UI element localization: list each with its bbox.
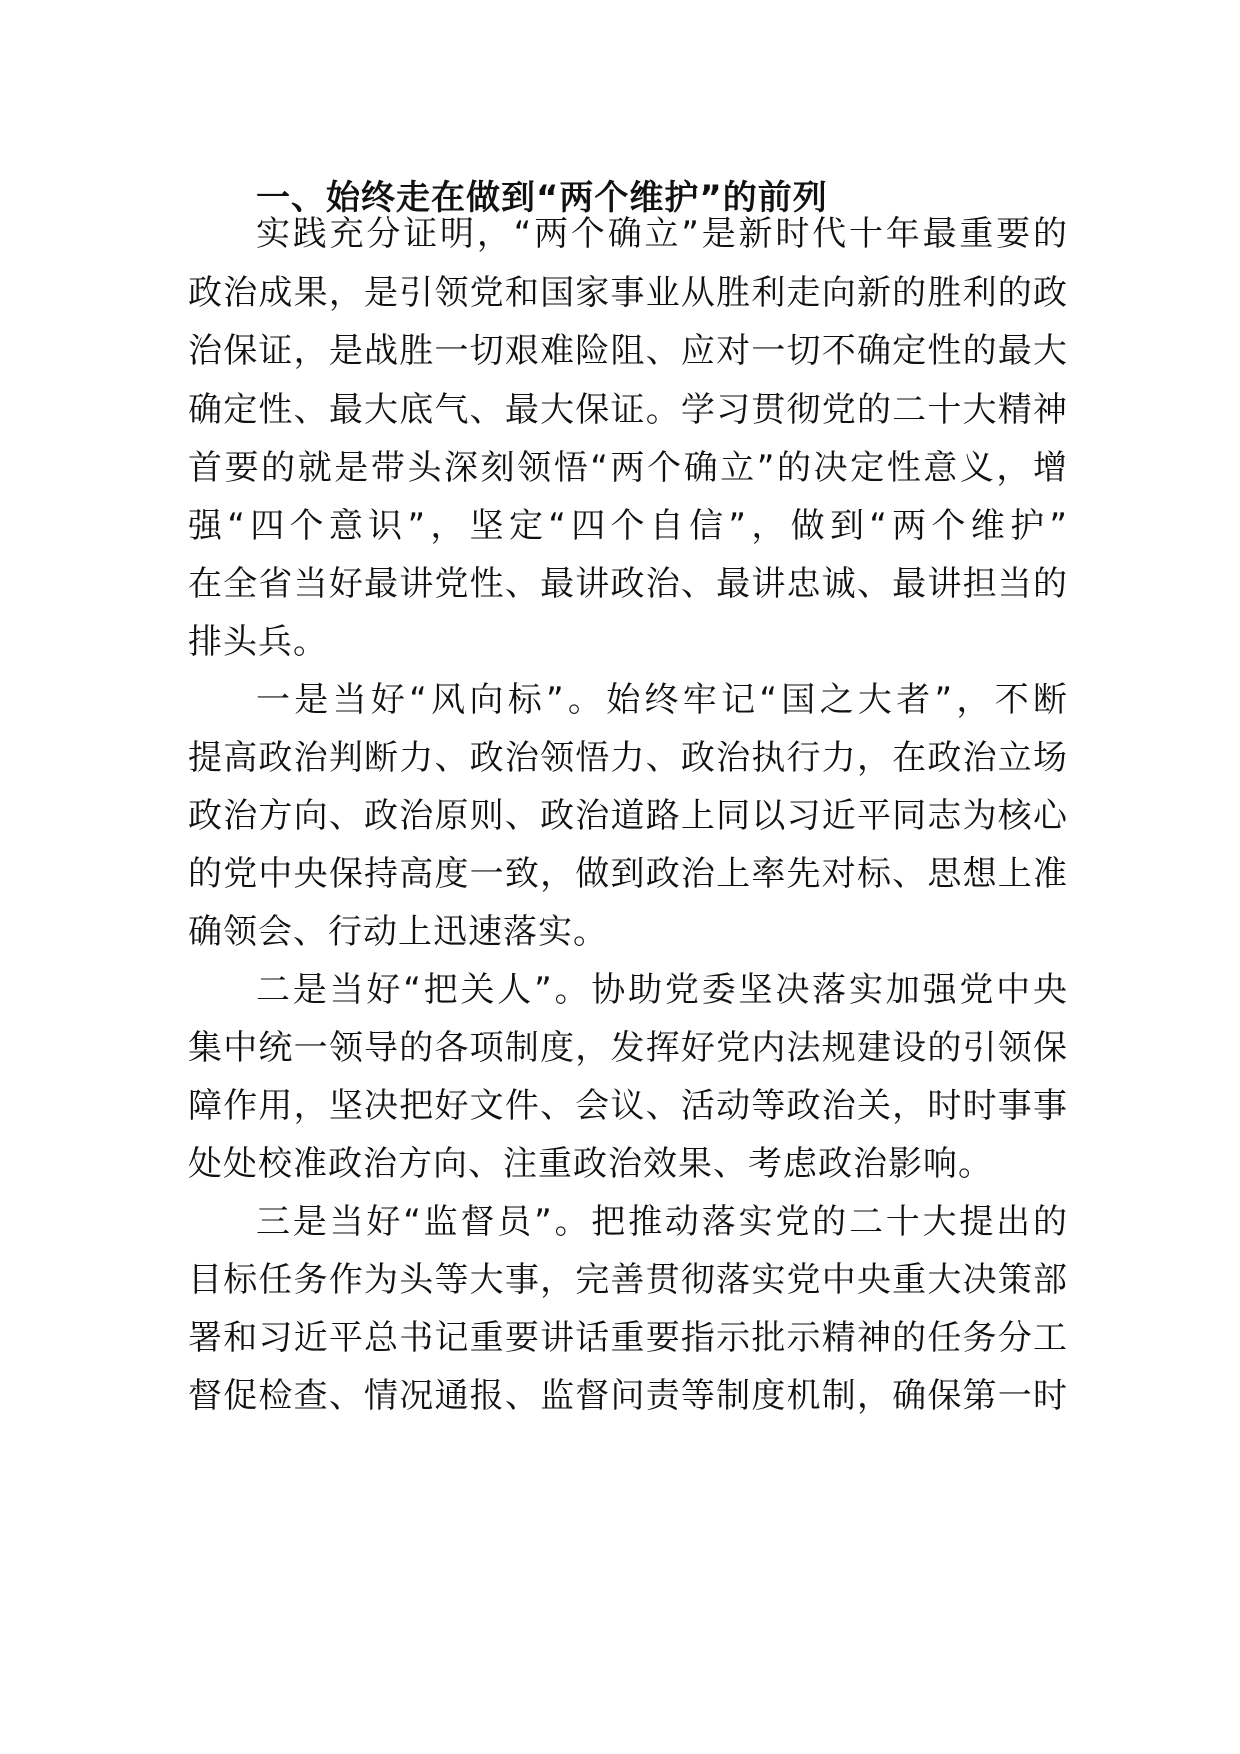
paragraph-4-line-4: 督促检查、情况通报、监督问责等制度机制，确保第一时 [188, 1376, 1068, 1416]
paragraph-1-line-8: 排头兵。 [188, 622, 328, 662]
paragraph-1-line-4: 确定性、最大底气、最大保证。学习贯彻党的二十大精神 [188, 390, 1068, 430]
paragraph-1-line-5: 首要的就是带头深刻领悟“两个确立”的决定性意义，增 [188, 448, 1068, 488]
paragraph-4-line-2: 目标任务作为头等大事，完善贯彻落实党中央重大决策部 [188, 1260, 1068, 1300]
paragraph-1-line-1: 实践充分证明，“两个确立”是新时代十年最重要的 [256, 214, 1068, 254]
paragraph-4-line-1: 三是当好“监督员”。把推动落实党的二十大提出的 [256, 1202, 1068, 1242]
paragraph-2-line-2: 提高政治判断力、政治领悟力、政治执行力，在政治立场 [188, 738, 1068, 778]
paragraph-4-line-3: 署和习近平总书记重要讲话重要指示批示精神的任务分工 [188, 1318, 1068, 1358]
paragraph-1-line-2: 政治成果，是引领党和国家事业从胜利走向新的胜利的政 [188, 273, 1068, 313]
paragraph-2-line-1: 一是当好“风向标”。始终牢记“国之大者”，不断 [256, 680, 1068, 720]
paragraph-3-line-4: 处处校准政治方向、注重政治效果、考虑政治影响。 [188, 1144, 993, 1184]
paragraph-1-line-7: 在全省当好最讲党性、最讲政治、最讲忠诚、最讲担当的 [188, 564, 1068, 604]
paragraph-1-line-3: 治保证，是战胜一切艰难险阻、应对一切不确定性的最大 [188, 331, 1068, 371]
paragraph-3-line-3: 障作用，坚决把好文件、会议、活动等政治关，时时事事 [188, 1086, 1068, 1126]
paragraph-3-line-2: 集中统一领导的各项制度，发挥好党内法规建设的引领保 [188, 1028, 1068, 1068]
paragraph-2-line-3: 政治方向、政治原则、政治道路上同以习近平同志为核心 [188, 796, 1068, 836]
section-heading: 一、始终走在做到“两个维护”的前列 [256, 178, 828, 218]
paragraph-3-line-1: 二是当好“把关人”。协助党委坚决落实加强党中央 [256, 970, 1068, 1010]
paragraph-2-line-5: 确领会、行动上迅速落实。 [188, 912, 608, 952]
paragraph-1-line-6: 强“四个意识”，坚定“四个自信”，做到“两个维护” [188, 506, 1068, 546]
paragraph-2-line-4: 的党中央保持高度一致，做到政治上率先对标、思想上准 [188, 854, 1068, 894]
